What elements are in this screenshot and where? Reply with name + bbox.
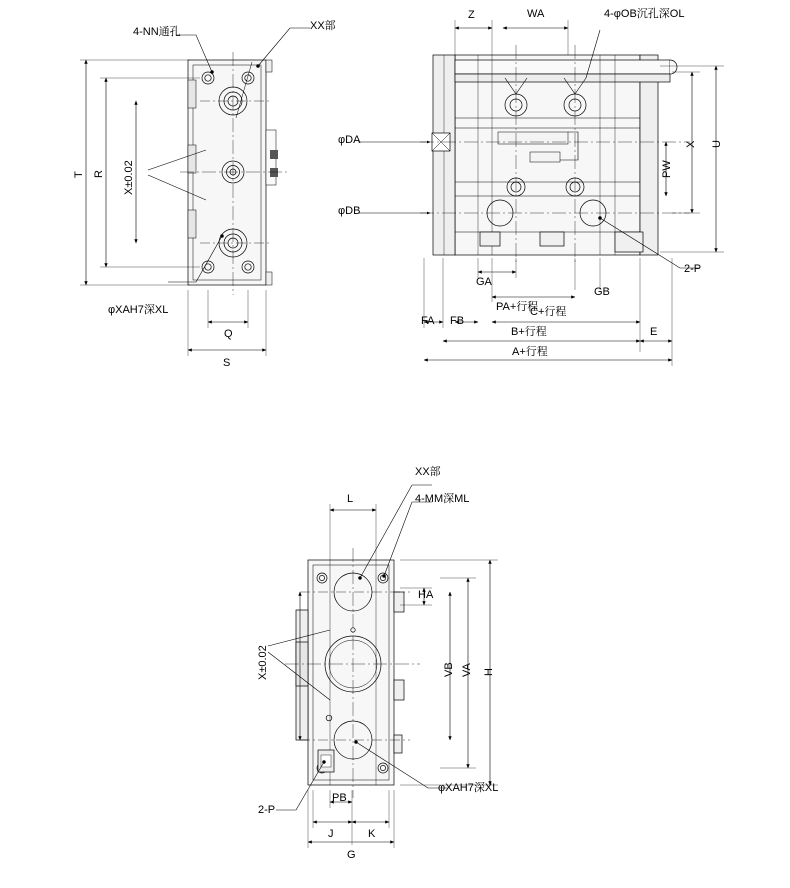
label-dim-e: E: [650, 326, 658, 338]
label-nn-through-hole: 4-NN通孔: [133, 26, 181, 38]
label-dim-pw: PW: [661, 160, 673, 178]
label-dim-k: K: [368, 828, 376, 840]
label-ob-counterbore: 4-φOB沉孔深OL: [604, 8, 685, 20]
label-dim-x-tol-view1: X±0.02: [123, 160, 135, 195]
label-dim-t: T: [73, 171, 85, 178]
label-dim-fb: FB: [450, 315, 465, 327]
label-dim-a-stroke: A+行程: [512, 346, 548, 358]
label-mm-depth: 4-MM深ML: [415, 493, 470, 505]
label-dim-u: U: [711, 140, 723, 148]
label-dim-fa: FA: [421, 315, 435, 327]
label-dim-j: J: [328, 828, 334, 840]
label-dim-wa: WA: [527, 8, 545, 20]
label-dim-pa-stroke: PA+行程: [496, 301, 539, 313]
label-dim-h: H: [483, 668, 495, 676]
label-dim-db: φDB: [338, 205, 361, 217]
label-dim-x-view2: X: [685, 140, 697, 148]
label-dim-va: VA: [461, 663, 473, 677]
label-dim-l: L: [347, 493, 354, 505]
label-dim-da: φDA: [338, 134, 361, 146]
label-two-p-view2: 2-P: [684, 263, 702, 275]
label-dim-b-stroke: B+行程: [511, 326, 547, 338]
label-dim-r: R: [93, 170, 105, 178]
label-dim-x-tol-view3: X±0.02: [257, 645, 269, 680]
label-two-p-view3: 2-P: [258, 804, 276, 816]
label-dim-gb: GB: [594, 286, 610, 298]
label-dim-s: S: [223, 357, 231, 369]
label-dim-g: G: [347, 849, 356, 861]
label-dim-q: Q: [224, 328, 233, 340]
label-xx-part-view1: XX部: [310, 20, 336, 32]
label-dim-c-stroke: C+行程: [530, 306, 567, 318]
label-dim-pb: PB: [332, 792, 347, 804]
label-dim-ga: GA: [476, 276, 492, 288]
label-xah-view1: φXAH7深XL: [108, 304, 169, 316]
label-xah-view3: φXAH7深XL: [438, 782, 499, 794]
label-dim-ha: HA: [418, 589, 434, 601]
label-xx-part-view3: XX部: [415, 466, 441, 478]
label-dim-vb: VB: [443, 662, 455, 677]
label-dim-z: Z: [468, 9, 475, 21]
